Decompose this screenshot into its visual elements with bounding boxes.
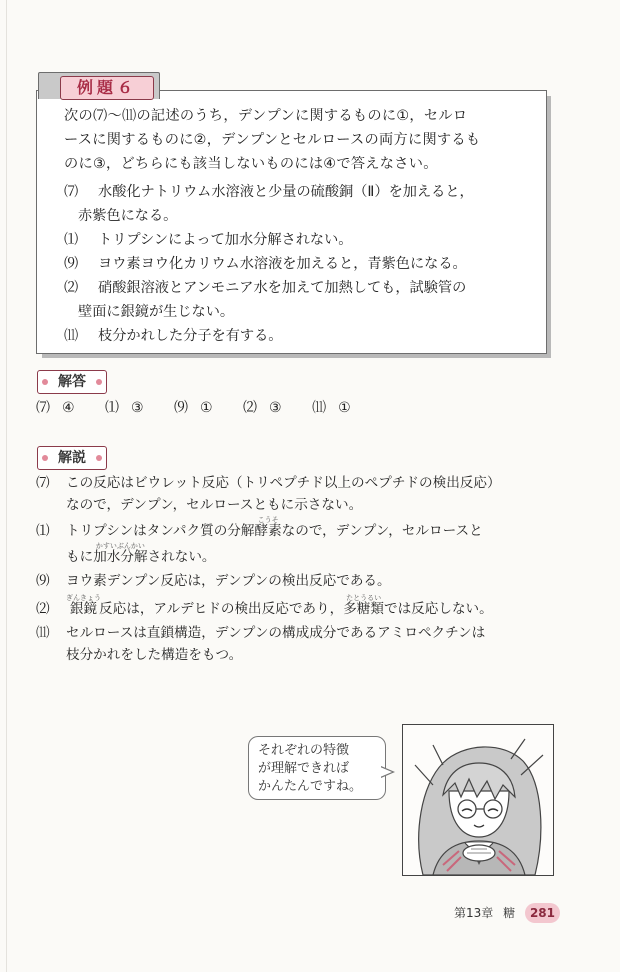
item-text: 水酸化ナトリウム水溶液と少量の硫酸銅（Ⅱ）を加えると， [98, 184, 474, 200]
ruby-term [343, 594, 384, 617]
answer-item [105, 398, 144, 418]
item-text: 枝分かれした分子を有する。 [98, 328, 283, 344]
ruby-reading: ぎんきょう [66, 594, 101, 602]
footer-chapter: 第13章 [454, 906, 494, 920]
ruby-term [254, 516, 282, 539]
explanation-text: なので，デンプン，セルロースと [281, 523, 483, 539]
explanation-heading-text: 解説 [58, 450, 86, 466]
answer-row [36, 398, 377, 418]
explanation-item-d [36, 594, 556, 620]
explanation-text: ヨウ素デンプン反応は，デンプンの検出反応である。 [66, 573, 391, 589]
answer-item [243, 398, 282, 418]
intro-line: ースに関するものに②，デンプンとセルロースの両方に関するも [64, 132, 481, 148]
explanation-text: この反応はビウレット反応（トリペプチド以上のペプチドの検出反応） [66, 475, 501, 491]
ruby-base: 多糖類 [343, 601, 384, 617]
page-footer [454, 903, 560, 923]
bubble-line: かんたんですね。 [258, 779, 363, 794]
item-mark: ⑴ [36, 523, 50, 539]
answer-value: ④ [62, 400, 75, 416]
item-text-cont: 壁面に銀鏡が生じない。 [78, 304, 235, 320]
ruby-base: 加水分解 [93, 549, 148, 565]
question-item-e [64, 324, 534, 348]
explanation-text: もに [66, 549, 94, 565]
answer-mark: ⑺ [36, 400, 50, 416]
footer-section: 糖 [503, 906, 516, 920]
bubble-line: それぞれの特徴 [258, 743, 350, 758]
item-mark: ⑵ [64, 280, 79, 296]
answer-item [174, 398, 213, 418]
character-drawing [403, 725, 553, 875]
page-edge [6, 0, 7, 972]
example-label: 例題６ [60, 76, 154, 100]
explanation-text-cont [36, 542, 556, 568]
bullet-dot-icon [96, 379, 102, 385]
answer-item [312, 398, 351, 418]
bullet-dot-icon [42, 379, 48, 385]
item-text: トリプシンによって加水分解されない。 [98, 232, 353, 248]
intro-line: 次の⑺〜⑾の記述のうち，デンプンに関するものに①，セルロ [64, 108, 468, 124]
explanation-heading [37, 446, 107, 470]
answer-value: ① [338, 400, 351, 416]
item-mark: ⑼ [36, 573, 50, 589]
explanation-text-cont: 枝分かれをした構造をもつ。 [66, 647, 243, 663]
question-item-d [64, 276, 534, 324]
answer-item [36, 398, 75, 418]
speech-bubble-text [258, 742, 382, 796]
answer-mark: ⑾ [312, 400, 327, 416]
ruby-reading: かすいぶんかい [93, 542, 148, 550]
question-item-b [64, 228, 534, 252]
item-mark: ⑾ [64, 328, 79, 344]
bullet-dot-icon [96, 455, 102, 461]
explanation-item-e [36, 622, 556, 666]
explanation-item-c [36, 570, 556, 592]
answer-value: ③ [131, 400, 144, 416]
item-mark: ⑾ [36, 625, 50, 641]
answer-mark: ⑼ [174, 400, 189, 416]
bubble-line: が理解できれば [258, 761, 350, 776]
item-mark: ⑵ [36, 601, 50, 617]
item-mark: ⑺ [36, 475, 50, 491]
item-mark: ⑴ [64, 232, 79, 248]
bullet-dot-icon [42, 455, 48, 461]
ruby-base: 銀鏡 [66, 601, 101, 617]
explanation-text: されない。 [147, 549, 216, 565]
explanation-text: では反応しない。 [383, 601, 493, 617]
ruby-reading: こうそ [254, 516, 282, 524]
ruby-term [66, 594, 101, 617]
question-item-a [64, 180, 534, 228]
ruby-base: 酵素 [254, 523, 282, 539]
intro-line: のに③，どちらにも該当しないものには④で答えなさい。 [64, 156, 438, 172]
item-text-cont: 赤紫色になる。 [78, 208, 178, 224]
ruby-reading: たとうるい [343, 594, 384, 602]
item-text: 硝酸銀溶液とアンモニア水を加えて加熱しても，試験管の [98, 280, 467, 296]
answer-mark: ⑴ [105, 400, 120, 416]
answer-mark: ⑵ [243, 400, 258, 416]
answer-value: ③ [269, 400, 282, 416]
ruby-term [93, 542, 148, 565]
answer-heading-text: 解答 [58, 374, 86, 390]
explanation-text: セルロースは直鎖構造，デンプンの構成成分であるアミロペクチンは [66, 625, 486, 641]
item-mark: ⑺ [64, 184, 79, 200]
item-mark: ⑼ [64, 256, 79, 272]
explanation-text-cont: なので，デンプン，セルロースともに示さない。 [66, 497, 363, 513]
item-text: ヨウ素ヨウ化カリウム水溶液を加えると，青紫色になる。 [98, 256, 467, 272]
explanation-item-b [36, 516, 556, 568]
character-illustration [402, 724, 554, 876]
example-question-intro [64, 104, 534, 176]
answer-value: ① [200, 400, 213, 416]
page-number: 281 [525, 903, 560, 923]
question-item-c [64, 252, 534, 276]
answer-heading [37, 370, 107, 394]
explanation-text: トリプシンはタンパク質の分解 [66, 523, 255, 539]
explanation-text: 反応は，アルデヒドの検出反応であり， [99, 601, 344, 617]
explanation-item-a [36, 472, 556, 516]
